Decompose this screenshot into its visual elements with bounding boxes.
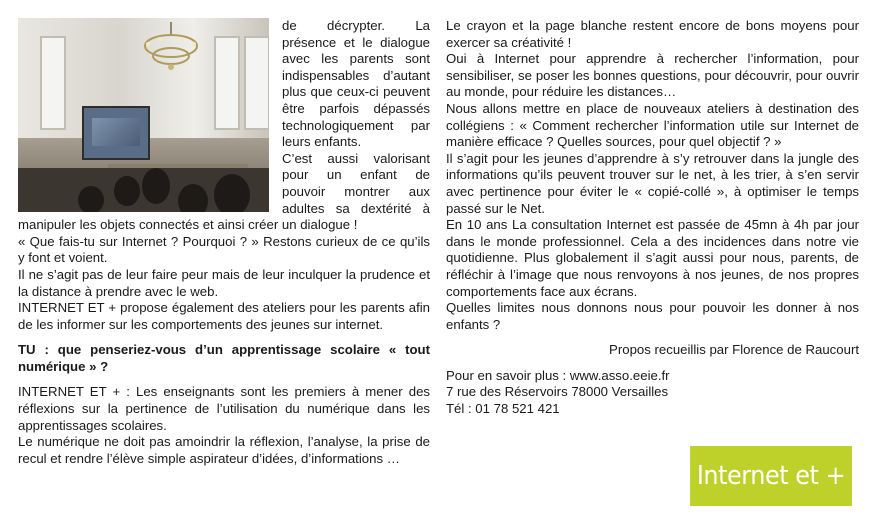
paragraph: Le numérique ne doit pas amoindrir la réflexion, l’analyse, la prise de recul et rendre l’élève simple aspirateur d’idées, d’informations … <box>18 434 430 466</box>
audience-head <box>142 168 170 204</box>
photo-window <box>244 36 269 130</box>
paragraph: « Que fais-tu sur Internet ? Pourquoi ? » Restons curieux de ce qu’ils y font et voient. <box>18 233 430 266</box>
paragraph: INTERNET ET + : Les enseignants sont les premiers à mener des réflexions sur la pertinence de l’utilisation du numérique dans les apprentissages scolaires. <box>18 384 430 433</box>
interview-question: TU : que penseriez-vous d’un apprentissage scolaire « tout numérique » ? <box>18 342 430 374</box>
paragraph: INTERNET ET + propose également des ateliers pour les parents afin de les informer sur les comportements des jeunes sur internet. <box>18 300 430 332</box>
spacer <box>446 359 859 368</box>
photo-window <box>214 36 240 130</box>
contact-info <box>446 368 859 418</box>
paragraph: Quelles limites nous donnons nous pour pouvoir les donner à nos enfants ? <box>446 300 859 332</box>
paragraph: Oui à Internet pour apprendre à rechercher l’information, pour sensibiliser, se poser les bonnes questions, pour découvrir, pour ouvrir au monde, pour réduire les distances… <box>446 51 859 100</box>
paragraph: En 10 ans La consultation Internet est passée de 45mn à 4h par jour dans le monde professionnel. Cela a des incidences dans notre vie quotidienne. Plus globalement il s’agit aussi pour nous, parents, de réfléchir à l’image que nous renvoyons à nos jeunes, de nos propres comportements face aux écrans. <box>446 217 859 299</box>
internet-et-plus-logo: Internet et + <box>690 446 852 506</box>
workshop-photo <box>18 18 269 212</box>
right-column <box>446 18 859 418</box>
photo-window <box>40 36 66 130</box>
paragraph: de décrypter. La présence et le dialogue avec les parents sont indispensables d’autant plus que ceux-ci peuvent être parfois dépassés technologiquement par leurs enfants. <box>282 18 430 150</box>
spacer <box>18 333 430 342</box>
chandelier-icon <box>136 22 206 77</box>
website-line: Pour en savoir plus : www.asso.eeie.fr <box>446 367 670 383</box>
paragraph: Le crayon et la page blanche restent encore de bons moyens pour exercer sa créativité ! <box>446 18 859 50</box>
paragraph: Il ne s’agit pas de leur faire peur mais de leur inculquer la prudence et la distance à prendre avec le web. <box>18 266 430 299</box>
signature: Propos recueillis par Florence de Raucourt <box>609 342 859 358</box>
spacer <box>446 333 859 342</box>
paragraph: Nous allons mettre en place de nouveaux ateliers à destination des collégiens : « Comment rechercher l’information utile sur Internet de manière efficace ? Quelles sources, pour quel objectif ? » <box>446 100 859 150</box>
paragraph: Il s’agit pour les jeunes d’apprendre à s’y retrouver dans la jungle des informations qu’ils peuvent trouver sur le net, à les trier, à s’en servir avec pertinence pour éviter le « copié-collé », à optimiser le temps passé sur le Net. <box>446 150 859 216</box>
audience-head <box>78 186 104 212</box>
phone-line: Tél : 01 78 521 421 <box>446 401 560 417</box>
address-line: 7 rue des Réservoirs 78000 Versailles <box>446 384 669 400</box>
left-column <box>18 18 430 467</box>
audience-head <box>178 184 208 212</box>
projection-screen <box>82 106 150 160</box>
audience-head <box>114 176 140 206</box>
paragraph: C’est aussi valorisant pour un enfant de pouvoir montrer aux adultes sa dextérité à manipuler les objets connectés et ainsi créer un dialogue ! <box>18 150 430 233</box>
audience-head <box>214 174 250 212</box>
spacer <box>18 375 430 384</box>
